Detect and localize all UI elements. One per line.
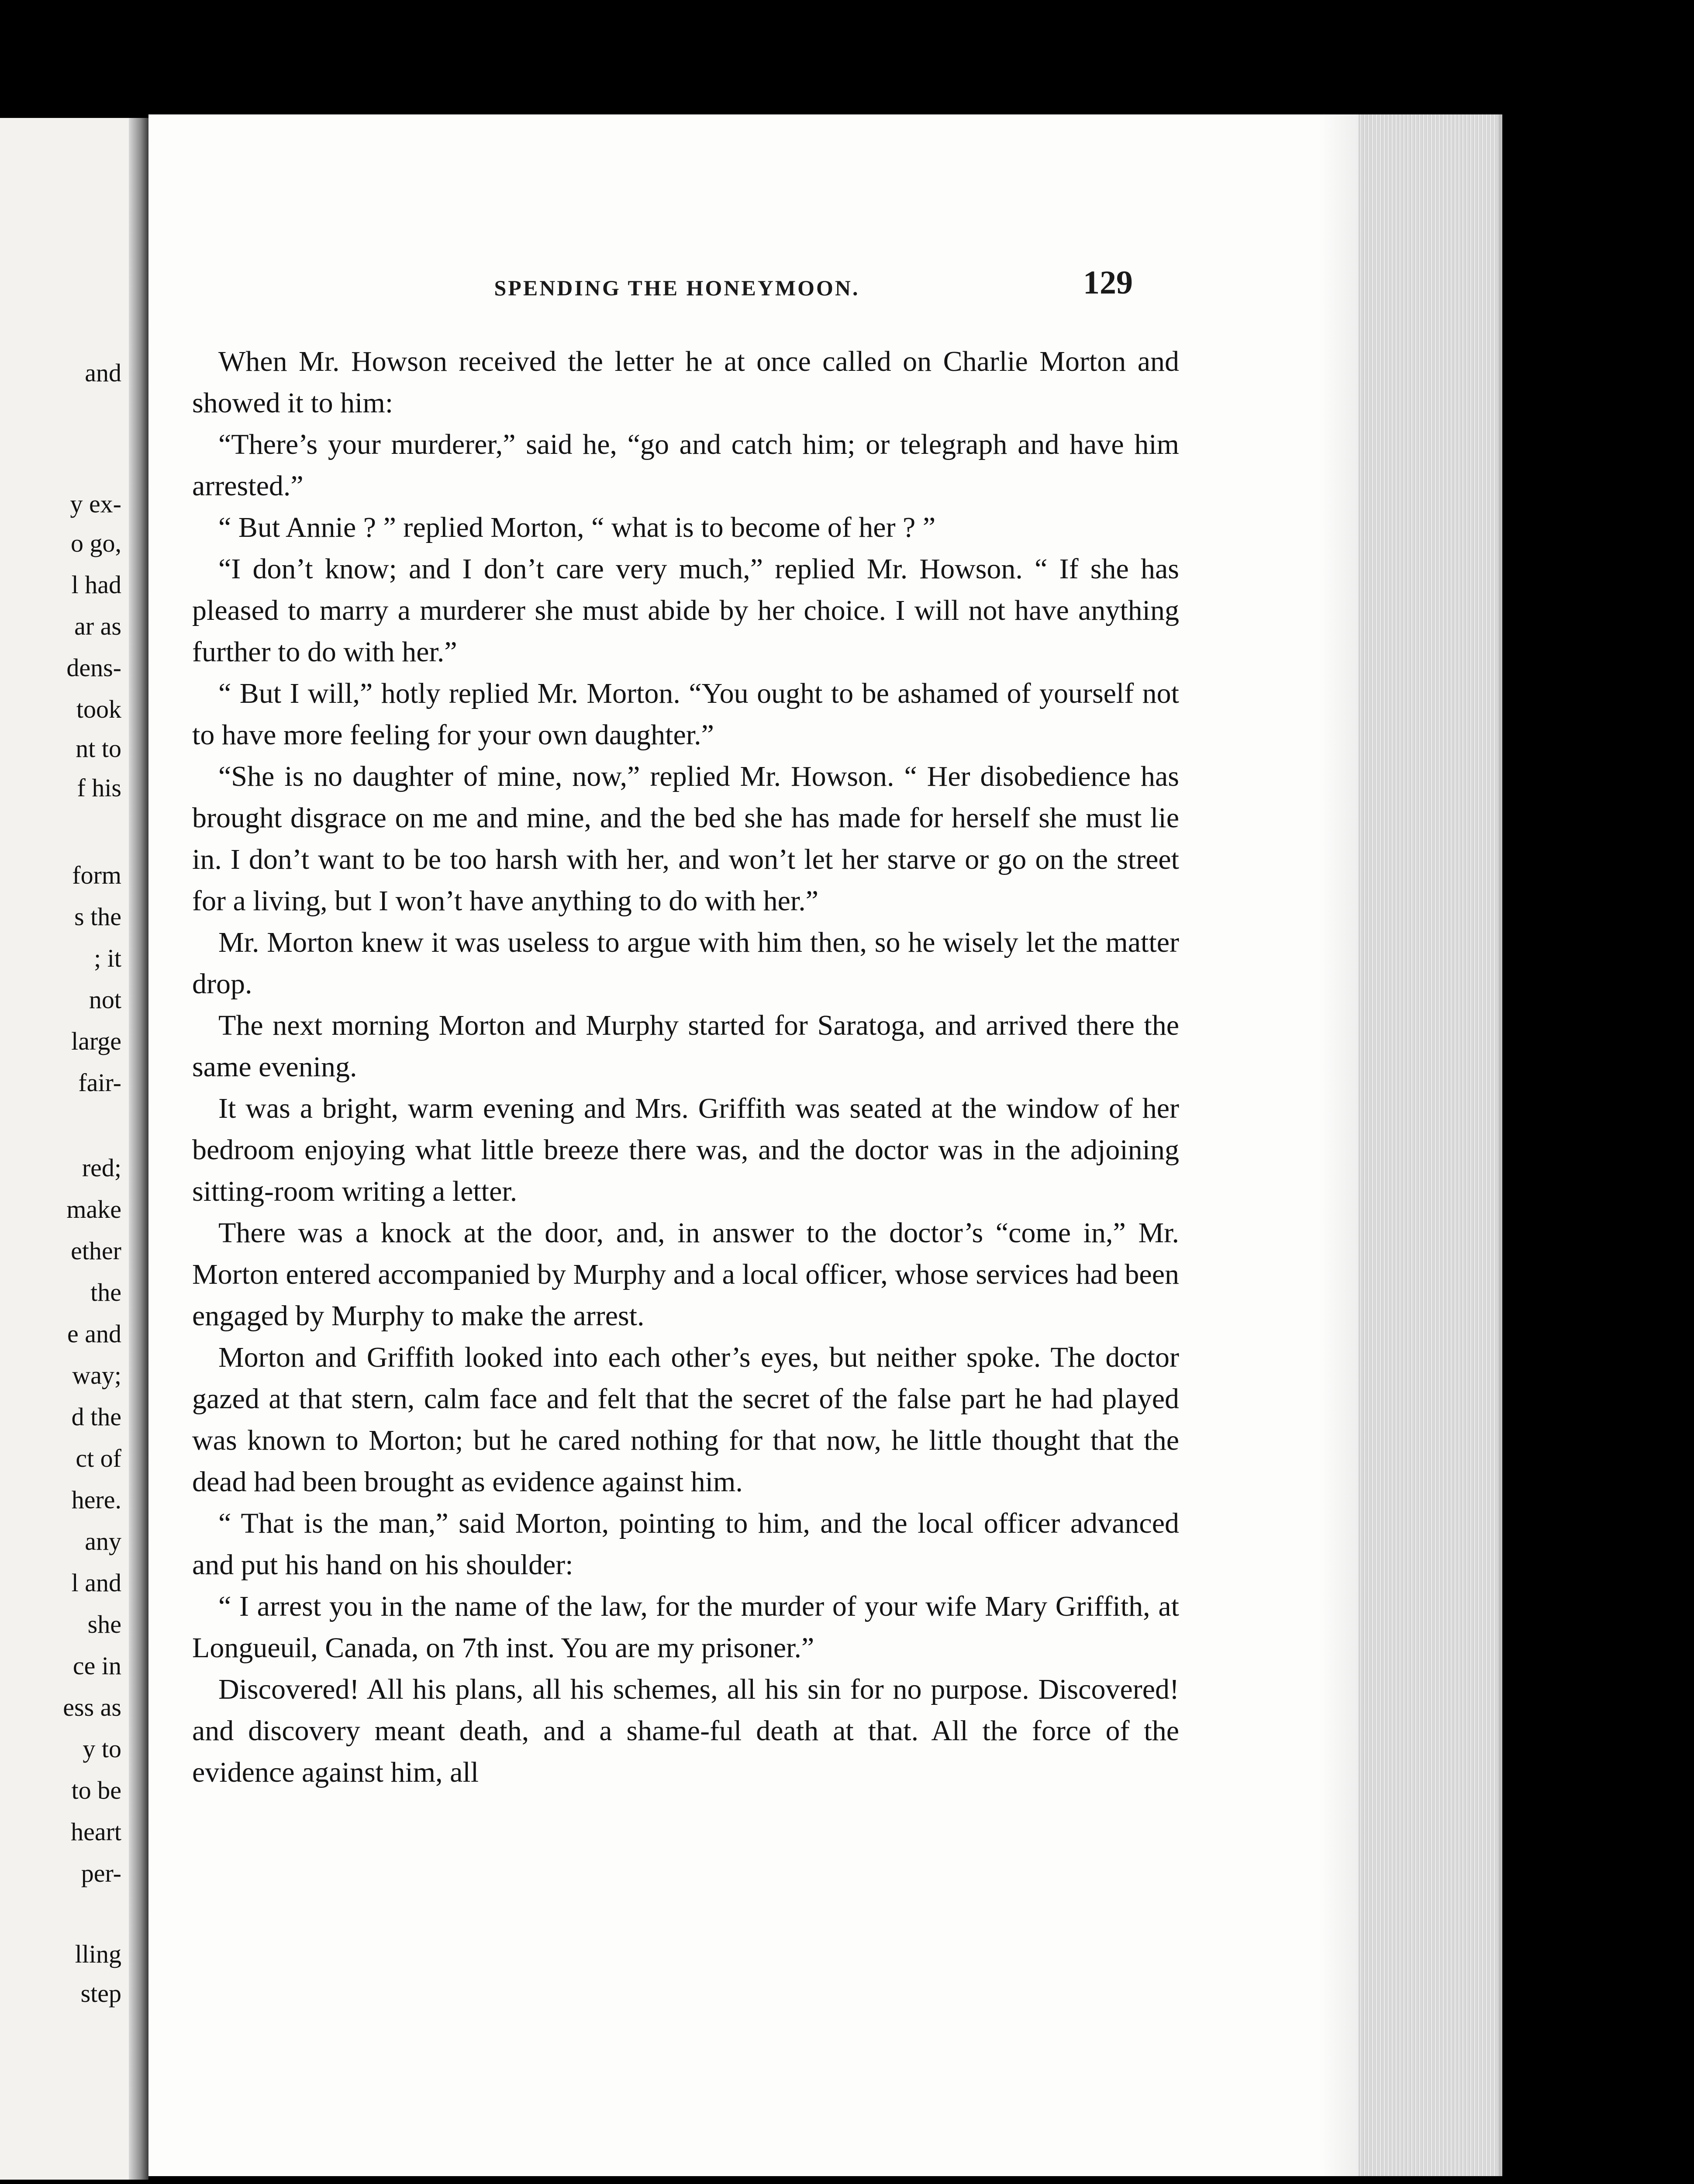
left-fragment-word: per- bbox=[81, 1859, 121, 1887]
paragraph: “There’s your murderer,” said he, “go and catch him; or telegraph and have him arrested.” bbox=[192, 429, 1179, 502]
left-fragment-word: e and bbox=[67, 1320, 121, 1348]
left-fragment-word: not bbox=[89, 985, 121, 1014]
left-fragment-word: the bbox=[90, 1278, 121, 1306]
left-fragment-word: ; it bbox=[94, 944, 121, 972]
left-fragment-word: y ex- bbox=[70, 490, 121, 518]
left-fragment-word: ess as bbox=[63, 1693, 121, 1721]
left-fragment-word: make bbox=[66, 1195, 121, 1223]
paragraph: Morton and Griffith looked into each other’s eyes, but neither spoke. The doctor gazed at that stern, calm face and felt that the secret of the false part he had played was known to Morton; but he cared nothing for that now, he little thought that the dead had been brought as evidence against him. bbox=[192, 1341, 1179, 1498]
paragraph-last: Discovered! All his plans, all his schemes, all his sin for no purpose. Discovered! and discovery meant death, and a shame-ful death at that. All the force of the evidence against him, all bbox=[192, 1673, 1179, 1788]
left-fragment-word: she bbox=[87, 1610, 121, 1638]
left-fragment-word: to be bbox=[71, 1776, 121, 1804]
left-page-fragment bbox=[0, 118, 148, 2180]
left-fragment-word: ether bbox=[71, 1237, 121, 1265]
left-fragment-word: l and bbox=[71, 1569, 121, 1597]
left-fragment-word: any bbox=[85, 1527, 121, 1555]
left-fragment-word: ct of bbox=[76, 1444, 121, 1472]
paragraph: It was a bright, warm evening and Mrs. Griffith was seated at the window of her bedroom enjoying what little breeze there was, and the doctor was in the adjoining sitting-room writing a letter. bbox=[192, 1092, 1179, 1207]
paragraph: “She is no daughter of mine, now,” replied Mr. Howson. “ Her disobedience has brought disgrace on me and mine, and the bed she has made for herself she must lie in. I don’t want to be too harsh with her, and won’t let her starve or go on the street for a living, but I won’t have anything to do with her.” bbox=[192, 760, 1179, 917]
left-fragment-word: dens- bbox=[66, 653, 121, 682]
paragraph: The next morning Morton and Murphy started for Saratoga, and arrived there the same evening. bbox=[192, 1009, 1179, 1083]
left-fragment-word: red; bbox=[82, 1154, 121, 1182]
left-fragment-word: large bbox=[71, 1027, 121, 1055]
left-fragment-word: d the bbox=[71, 1403, 121, 1431]
running-header: SPENDING THE HONEYMOON. bbox=[494, 276, 860, 300]
left-fragment-word: and bbox=[85, 359, 121, 387]
left-fragment-word: way; bbox=[72, 1361, 121, 1389]
left-fragment-word: step bbox=[80, 1979, 121, 2008]
left-fragment-word: here. bbox=[71, 1486, 121, 1514]
paragraph: Mr. Morton knew it was useless to argue with him then, so he wisely let the matter drop. bbox=[192, 926, 1179, 1000]
left-fragment-word: f his bbox=[77, 774, 121, 802]
body-text bbox=[192, 341, 1179, 1793]
paragraph: “ But Annie ? ” replied Morton, “ what is to become of her ? ” bbox=[218, 511, 936, 543]
left-fragment-word: heart bbox=[71, 1818, 121, 1846]
left-fragment-word: form bbox=[72, 861, 121, 889]
page-gutter-shadow bbox=[129, 118, 148, 2180]
left-fragment-word: nt to bbox=[76, 734, 121, 763]
left-fragment-word: o go, bbox=[71, 529, 121, 557]
left-fragment-word: fair- bbox=[78, 1068, 121, 1097]
left-fragment-word: took bbox=[76, 695, 121, 723]
paragraph: “I don’t know; and I don’t care very much,” replied Mr. Howson. “ If she has pleased to marry a murderer she must abide by her choice. I will not have anything further to do with her.” bbox=[192, 553, 1179, 668]
page-number: 129 bbox=[1083, 264, 1133, 301]
paragraph: “ That is the man,” said Morton, pointing to him, and the local officer advanced and put his hand on his shoulder: bbox=[192, 1507, 1179, 1581]
left-fragment-word: lling bbox=[75, 1940, 121, 1968]
left-fragment-word: y to bbox=[83, 1735, 121, 1763]
page-edge-texture bbox=[1358, 114, 1502, 2176]
paragraph: There was a knock at the door, and, in answer to the doctor’s “come in,” Mr. Morton entered accompanied by Murphy and a local officer, whose services had been engaged by Murphy to make the arrest. bbox=[192, 1217, 1179, 1332]
paragraph: When Mr. Howson received the letter he at once called on Charlie Morton and showed it to him: bbox=[192, 346, 1179, 419]
left-fragment-word: ce in bbox=[72, 1652, 121, 1680]
left-fragment-word: l had bbox=[71, 570, 121, 599]
left-fragment-word: s the bbox=[74, 902, 121, 931]
paragraph: “ But I will,” hotly replied Mr. Morton. “You ought to be ashamed of yourself not to have more feeling for your own daughter.” bbox=[192, 677, 1179, 751]
paragraph: “ I arrest you in the name of the law, for the murder of your wife Mary Griffith, at Longueuil, Canada, on 7th inst. You are my prisoner.” bbox=[192, 1590, 1179, 1664]
left-fragment-word: ar as bbox=[74, 612, 121, 640]
